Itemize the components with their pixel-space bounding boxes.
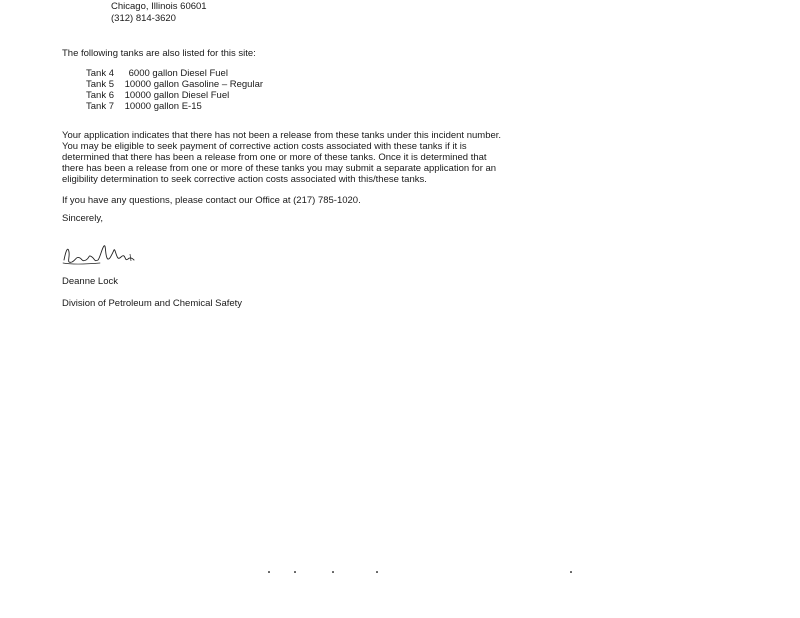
paragraph-line: determined that there has been a release from one or more of these tanks. Once it is determined that [62,152,487,163]
tank-row [86,68,228,79]
tank-row [86,79,263,90]
paragraph-line: You may be eligible to seek payment of corrective action costs associated with these tanks if it is [62,141,467,152]
handwritten-signature [60,240,138,270]
scan-speck [570,571,572,573]
tank-name: Tank 7 [86,101,114,112]
tank-row [86,101,202,112]
contact-sentence: If you have any questions, please contact our Office at (217) 785-1020. [62,195,361,206]
closing: Sincerely, [62,213,104,224]
scan-speck [332,571,334,573]
tank-name: Tank 6 [86,90,114,101]
paragraph-line: there has been a release from one or more of these tanks you may submit a separate application for an [62,163,497,174]
paragraph-line: eligibility determination to seek corrective action costs associated with this/these tanks. [62,174,427,185]
tank-description: 10000 gallon Gasoline – Regular [124,79,264,90]
signature-name: Deanne Lock [62,276,118,287]
tank-name: Tank 5 [86,79,114,90]
address-city-line: Chicago, Illinois 60601 [111,1,207,12]
tank-row [86,90,229,101]
division-name: Division of Petroleum and Chemical Safety [62,298,243,309]
tanks-intro: The following tanks are also listed for this site: [62,48,256,59]
tank-description: 10000 gallon Diesel Fuel [124,90,230,101]
address-phone: (312) 814-3620 [111,13,176,24]
tank-description: 6000 gallon Diesel Fuel [128,68,228,79]
scan-speck [294,571,296,573]
scan-speck [376,571,378,573]
tank-description: 10000 gallon E-15 [124,101,202,112]
scan-speck [268,571,270,573]
tank-name: Tank 4 [86,68,114,79]
paragraph-line: Your application indicates that there has not been a release from these tanks under this incident number. [62,130,502,141]
body-paragraph [62,130,582,185]
